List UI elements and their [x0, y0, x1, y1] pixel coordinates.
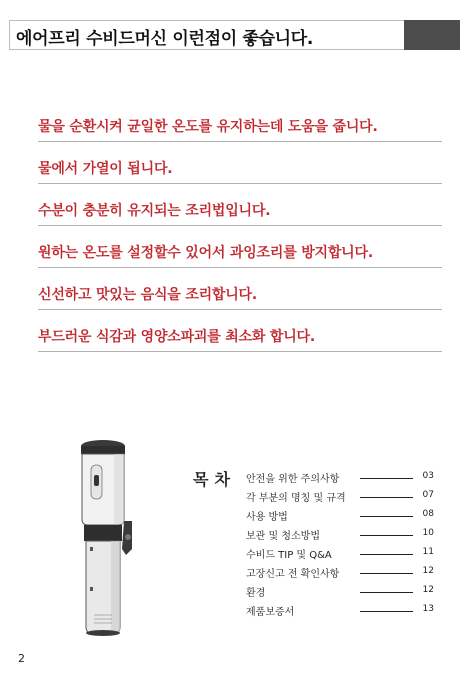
toc-item-label: 사용 방법 — [246, 512, 288, 523]
toc-item-page: 11 — [422, 547, 434, 557]
device-body-shade — [114, 454, 124, 524]
toc-item[interactable] — [246, 582, 438, 601]
toc-item-page: 08 — [422, 509, 434, 519]
feature-text: 수분이 충분히 유지되는 조리법입니다. — [38, 203, 271, 219]
toc-leader-line — [360, 611, 413, 612]
device-display — [94, 475, 99, 486]
toc-item[interactable] — [246, 601, 438, 620]
feature-item — [38, 184, 442, 226]
toc-leader-line — [360, 478, 413, 479]
feature-list — [38, 100, 442, 352]
feature-item — [38, 268, 442, 310]
toc-item-label: 각 부분의 명칭 및 규격 — [246, 493, 346, 504]
toc-item-page: 07 — [422, 490, 434, 500]
toc-item-label: 환경 — [246, 588, 266, 599]
device-foot — [86, 630, 120, 636]
page-title: 에어프리 수비드머신 이런점이 좋습니다. — [16, 29, 314, 49]
device-sleeve-shade — [111, 541, 120, 633]
page-number: 2 — [18, 652, 25, 665]
level-mark — [90, 547, 93, 551]
toc-item[interactable] — [246, 563, 438, 582]
feature-item — [38, 142, 442, 184]
feature-text: 부드러운 식감과 영양소파괴를 최소화 합니다. — [38, 329, 315, 345]
toc-item[interactable] — [246, 487, 438, 506]
feature-item — [38, 100, 442, 142]
toc-leader-line — [360, 554, 413, 555]
toc-item-label: 보관 및 청소방법 — [246, 531, 320, 542]
toc-item-page: 12 — [422, 566, 434, 576]
device-cap-ring — [81, 446, 125, 454]
toc-heading: 목차 — [193, 470, 236, 489]
toc-item-label: 안전을 위한 주의사항 — [246, 474, 340, 485]
header-banner — [9, 20, 460, 50]
toc-item-label: 고장신고 전 확인사항 — [246, 569, 340, 580]
feature-text: 물을 순환시켜 균일한 온도를 유지하는데 도움을 줍니다. — [38, 119, 378, 135]
toc-item-page: 13 — [422, 604, 434, 614]
feature-text: 원하는 온도를 설정할수 있어서 과잉조리를 방지합니다. — [38, 245, 373, 261]
toc-leader-line — [360, 535, 413, 536]
device-collar — [84, 525, 122, 541]
table-of-contents — [246, 468, 438, 620]
toc-item[interactable] — [246, 525, 438, 544]
toc-item-page: 03 — [422, 471, 434, 481]
sous-vide-device-illustration — [70, 437, 150, 637]
toc-item[interactable] — [246, 544, 438, 563]
toc-leader-line — [360, 516, 413, 517]
level-mark — [90, 587, 93, 591]
banner-accent-block — [404, 20, 460, 50]
toc-leader-line — [360, 573, 413, 574]
toc-item-label: 제품보증서 — [246, 607, 295, 618]
toc-item[interactable] — [246, 506, 438, 525]
toc-leader-line — [360, 592, 413, 593]
feature-item — [38, 310, 442, 352]
feature-text: 물에서 가열이 됩니다. — [38, 161, 173, 177]
toc-leader-line — [360, 497, 413, 498]
toc-item-page: 10 — [422, 528, 434, 538]
toc-item[interactable] — [246, 468, 438, 487]
toc-item-label: 수비드 TIP 및 Q&A — [246, 550, 332, 561]
toc-item-page: 12 — [422, 585, 434, 595]
clamp-screw — [125, 534, 131, 540]
feature-text: 신선하고 맛있는 음식을 조리합니다. — [38, 287, 257, 303]
feature-item — [38, 226, 442, 268]
